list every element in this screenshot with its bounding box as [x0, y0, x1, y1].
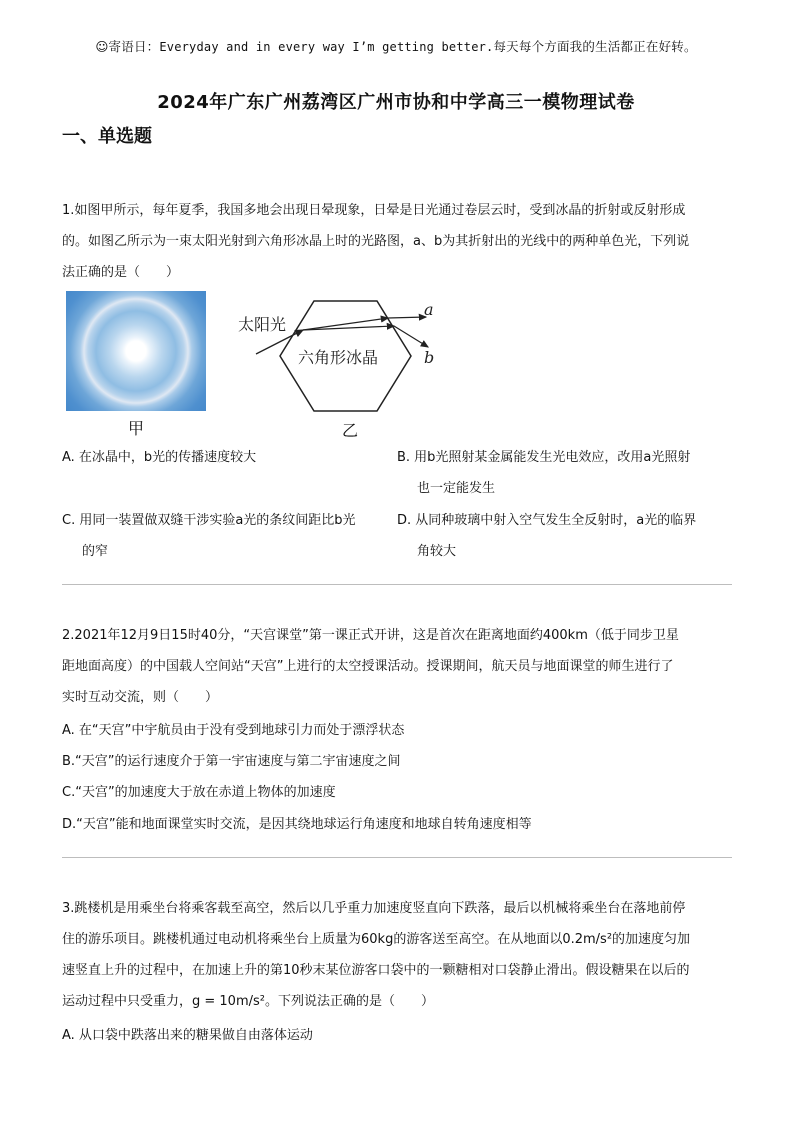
question-3-stem [62, 893, 730, 1017]
option-a[interactable]: A. 在“天宫”中宇航员由于没有受到地球引力而处于漂浮状态 [62, 723, 405, 738]
crystal-label: 六角形冰晶 [298, 348, 379, 367]
option-a[interactable]: A. 在冰晶中，b光的传播速度较大 [62, 450, 257, 465]
question-line: 实时互动交流，则（ ） [62, 690, 219, 705]
question-line: 运动过程中只受重力，g = 10m/s²。下列说法正确的是（ ） [62, 994, 434, 1009]
question-1-stem [62, 195, 730, 288]
motto [0, 37, 792, 55]
option-d[interactable]: D. 从同种玻璃中射入空气发生全反射时，a光的临界 [397, 513, 697, 528]
question-line: 法正确的是（ ） [62, 265, 180, 280]
section-heading: 一、单选题 [62, 126, 152, 147]
question-line: 2.2021年12月9日15时40分，“天宫课堂”第一课正式开讲，这是首次在距离地面约400km（低于同步卫星 [62, 628, 679, 643]
option-c-continued: 的窄 [82, 544, 109, 559]
question-line: 的。如图乙所示为一束太阳光射到六角形冰晶上时的光路图，a、b为其折射出的光线中的两种单色光，下列说 [62, 234, 690, 249]
divider [62, 857, 732, 858]
ray-a-label: a [424, 300, 434, 319]
page-title: 2024年广东广州荔湾区广州市协和中学高三一模物理试卷 [157, 92, 635, 113]
question-line: 1.如图甲所示，每年夏季，我国多地会出现日晕现象，日晕是日光通过卷层云时，受到冰晶的折射或反射形成 [62, 203, 686, 218]
ray-b-label: b [424, 348, 435, 367]
option-b[interactable]: B.“天宫”的运行速度介于第一宇宙速度与第二宇宙速度之间 [62, 754, 401, 769]
question-line: 住的游乐项目。跳楼机通过电动机将乘坐台上质量为60kg的游客送至高空。在从地面以0.2m/s²的加速度匀加 [62, 932, 691, 947]
option-c[interactable]: C.“天宫”的加速度大于放在赤道上物体的加速度 [62, 785, 336, 800]
figure-caption-left: 甲 [128, 419, 145, 438]
motto-prefix: ☺寄语日： [95, 39, 160, 54]
option-d[interactable]: D.“天宫”能和地面课堂实时交流，是因其绕地球运行角速度和地球自转角速度相等 [62, 817, 532, 832]
solar-halo-photo [66, 291, 206, 411]
option-d-continued: 角较大 [417, 544, 457, 559]
motto-chinese: 每天每个方面我的生活都正在好转。 [493, 39, 697, 54]
sun-label: 太阳光 [238, 315, 287, 334]
divider [62, 584, 732, 585]
exit-ray-a [388, 317, 426, 318]
question-line: 速竖直上升的过程中，在加速上升的第10秒末某位游客口袋中的一颗糖相对口袋静止滑出。假设糖果在以后的 [62, 963, 690, 978]
figure-caption-right: 乙 [342, 421, 359, 440]
motto-english: Everyday and in every way I’m getting better. [159, 40, 494, 54]
option-c[interactable]: C. 用同一装置做双缝干涉实验a光的条纹间距比b光 [62, 513, 356, 528]
option-b[interactable]: B. 用b光照射某金属能发生光电效应，改用a光照射 [397, 450, 691, 465]
question-line: 3.跳楼机是用乘坐台将乘客载至高空，然后以几乎重力加速度竖直向下跌落，最后以机械将乘坐台在落地前停 [62, 901, 686, 916]
option-b-continued: 也一定能发生 [417, 481, 496, 496]
question-2-stem [62, 620, 730, 713]
option-a[interactable]: A. 从口袋中跌落出来的糖果做自由落体运动 [62, 1028, 313, 1043]
question-line: 距地面高度）的中国载人空间站“天宫”上进行的太空授课活动。授课期间，航天员与地面课堂的师生进行了 [62, 659, 674, 674]
